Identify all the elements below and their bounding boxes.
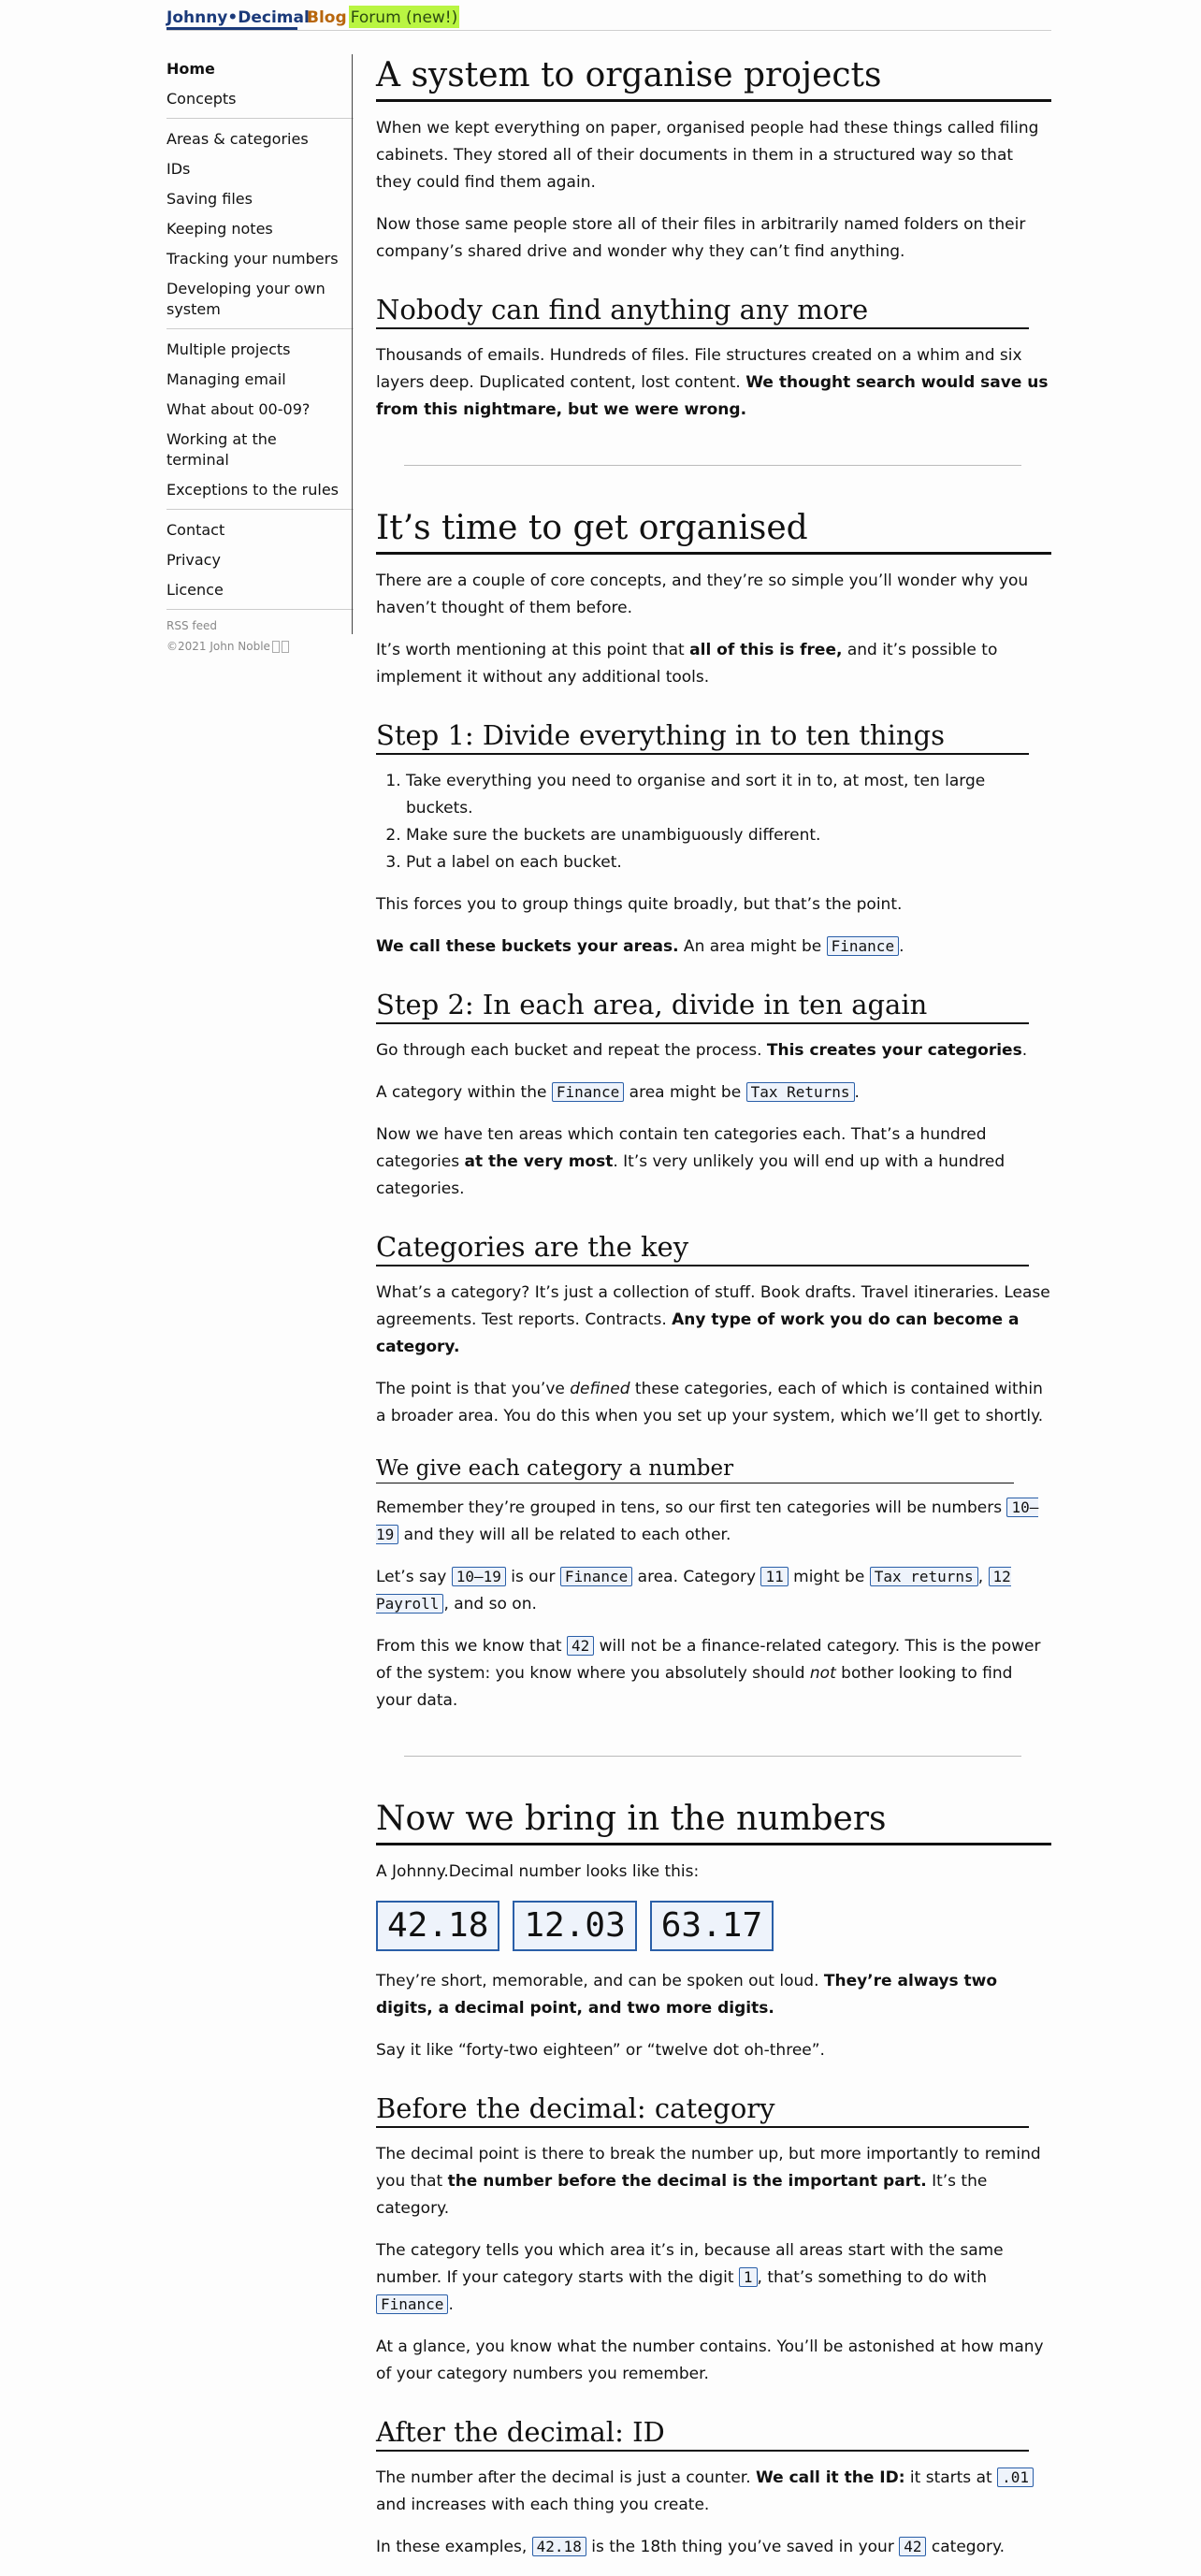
- example-number: 42.18: [376, 1901, 499, 1951]
- paragraph: A category within the Finance area might be Tax Returns .: [376, 1083, 860, 1102]
- nav-forum-link[interactable]: Forum (new!): [349, 6, 459, 28]
- section-title: Now we bring in the numbers: [376, 1798, 1051, 1845]
- sidebar-item-saving-files[interactable]: Saving files: [166, 190, 253, 208]
- glyph-box-icon: [272, 641, 280, 653]
- sidebar-item-developing-system[interactable]: Developing your own system: [166, 280, 326, 318]
- sidebar-group: [166, 54, 354, 119]
- section-title: It’s time to get organised: [376, 507, 1051, 555]
- paragraph: The number after the decimal is just a counter. We call it the ID: it starts at .01 and increases with each thing you create.: [376, 2465, 1051, 2519]
- sidebar-item-keeping-notes[interactable]: Keeping notes: [166, 220, 273, 238]
- inline-code: Finance: [827, 936, 899, 956]
- sidebar-divider: [352, 54, 353, 634]
- nav-blog-link[interactable]: Blog: [307, 8, 347, 27]
- paragraph: The category tells you which area it’s in, because all areas start with the same number. If your category starts with the digit 1 , that’s something to do with Finance .: [376, 2241, 1004, 2314]
- inline-code: 42.18: [532, 2537, 586, 2556]
- paragraph: Let’s say 10–19 is our Finance area. Category 11 might be Tax returns , 12 Payroll , and so on.: [376, 1568, 1011, 1614]
- inline-code: Tax Returns: [746, 1082, 855, 1102]
- subsection-title: Nobody can find anything any more: [376, 292, 1029, 329]
- paragraph: Go through each bucket and repeat the process. This creates your categories.: [376, 1041, 1028, 1060]
- paragraph: This forces you to group things quite broadly, but that’s the point.: [376, 895, 903, 914]
- sidebar-item-exceptions[interactable]: Exceptions to the rules: [166, 481, 339, 499]
- subsection-title: Categories are the key: [376, 1229, 1029, 1266]
- paragraph: In these examples, 42.18 is the 18th thing you’ve saved in your 42 category.: [376, 2538, 1005, 2556]
- inline-code: 1: [739, 2267, 758, 2287]
- paragraph: The decimal point is there to break the number up, but more importantly to remind you that the number before the decimal is the important part. It’s the category.: [376, 2145, 1041, 2218]
- paragraph: When we kept everything on paper, organised people had these things called filing cabinets. They stored all of their documents in them in a structured way so that they could find them again.: [376, 119, 1039, 192]
- list-item: 2. Make sure the buckets are unambiguously different.: [406, 822, 1051, 849]
- sidebar-group: [166, 124, 354, 329]
- paragraph: Now we have ten areas which contain ten categories each. That’s a hundred categories at the very most. It’s very unlikely you will end up with a hundred categories.: [376, 1125, 1006, 1198]
- sidebar-item-tracking-numbers[interactable]: Tracking your numbers: [166, 250, 339, 268]
- rss-feed-link[interactable]: RSS feed: [166, 619, 217, 632]
- sidebar-item-terminal[interactable]: Working at the terminal: [166, 430, 277, 469]
- inline-code: 12 Payroll: [376, 1568, 1011, 1613]
- inline-code: 11: [760, 1567, 788, 1586]
- sidebar-item-home[interactable]: Home: [166, 60, 215, 78]
- nav-home-link[interactable]: Johnny•Decimal: [166, 6, 297, 30]
- step-list: [376, 768, 1051, 876]
- example-number: 63.17: [650, 1901, 774, 1951]
- example-numbers: [376, 1901, 1051, 1951]
- sidebar-group: [166, 335, 354, 510]
- subsubsection-title: We give each category a number: [376, 1454, 1014, 1483]
- sidebar: [166, 54, 354, 657]
- paragraph: A Johnny.Decimal number looks like this:: [376, 1862, 700, 1881]
- sidebar-item-00-09[interactable]: What about 00-09?: [166, 400, 311, 418]
- subsection-title: After the decimal: ID: [376, 2414, 1029, 2452]
- paragraph: What’s a category? It’s just a collection of stuff. Book drafts. Travel itineraries. Lease agreements. Test reports. Contracts. Any type of work you do can become a category.: [376, 1283, 1050, 1356]
- top-nav: [166, 6, 1051, 31]
- glyph-box-icon: [282, 641, 289, 653]
- inline-code: .01: [997, 2467, 1034, 2487]
- list-item: 3. Put a label on each bucket.: [406, 849, 1051, 876]
- inline-code: Tax returns: [870, 1567, 978, 1586]
- sidebar-item-areas-categories[interactable]: Areas & categories: [166, 130, 309, 148]
- inline-code: Finance: [560, 1567, 632, 1586]
- sidebar-item-contact[interactable]: Contact: [166, 521, 225, 539]
- section-separator: [404, 465, 1021, 466]
- inline-code: Finance: [376, 2294, 448, 2314]
- sidebar-item-licence[interactable]: Licence: [166, 581, 224, 599]
- sidebar-group: [166, 515, 354, 610]
- sidebar-item-ids[interactable]: IDs: [166, 160, 191, 178]
- sidebar-item-privacy[interactable]: Privacy: [166, 551, 221, 569]
- inline-code: 42: [567, 1636, 594, 1656]
- copyright-text: ©2021 John Noble: [166, 640, 270, 653]
- paragraph: There are a couple of core concepts, and they’re so simple you’ll wonder why you haven’t thought of them before.: [376, 572, 1029, 617]
- paragraph: Say it like “forty-two eighteen” or “twelve dot oh-three”.: [376, 2041, 825, 2060]
- paragraph: They’re short, memorable, and can be spoken out loud. They’re always two digits, a decimal point, and two more digits.: [376, 1972, 998, 2018]
- inline-code: Finance: [552, 1082, 624, 1102]
- paragraph: Remember they’re grouped in tens, so our first ten categories will be numbers 10–19 and they will all be related to each other.: [376, 1498, 1039, 1544]
- paragraph: It’s worth mentioning at this point that all of this is free, and it’s possible to implement it without any additional tools.: [376, 641, 998, 687]
- paragraph: From this we know that 42 will not be a finance-related category. This is the power of the system: you know where you absolutely should not bother looking to find your data.: [376, 1637, 1041, 1710]
- paragraph: The point is that you’ve defined these categories, each of which is contained within a broader area. You do this when you set up your system, which we’ll get to shortly.: [376, 1380, 1044, 1425]
- section-title: A system to organise projects: [376, 54, 1051, 102]
- subsection-title: Step 1: Divide everything in to ten things: [376, 717, 1029, 755]
- inline-code: 42: [899, 2537, 926, 2556]
- main-content: [376, 54, 1051, 2576]
- inline-code: 10–19: [452, 1567, 506, 1586]
- sidebar-item-managing-email[interactable]: Managing email: [166, 370, 286, 388]
- sidebar-item-multiple-projects[interactable]: Multiple projects: [166, 340, 291, 358]
- subsection-title: Step 2: In each area, divide in ten again: [376, 987, 1029, 1024]
- sidebar-item-concepts[interactable]: Concepts: [166, 90, 237, 108]
- paragraph: Thousands of emails. Hundreds of files. File structures created on a whim and six layers deep. Duplicated content, lost content. We thought search would save us from this nightmare, but we were wrong.: [376, 346, 1049, 419]
- paragraph: We call these buckets your areas. An area might be Finance .: [376, 937, 904, 956]
- list-item: 1. Take everything you need to organise and sort it in to, at most, ten large buckets.: [406, 768, 1051, 822]
- section-separator: [404, 1756, 1021, 1757]
- paragraph: At a glance, you know what the number contains. You’ll be astonished at how many of your category numbers you remember.: [376, 2337, 1044, 2383]
- paragraph: Now those same people store all of their files in arbitrarily named folders on their company’s shared drive and wonder why they can’t find anything.: [376, 215, 1026, 261]
- example-number: 12.03: [513, 1901, 636, 1951]
- inline-code: 10–19: [376, 1498, 1039, 1543]
- sidebar-footer: [166, 615, 354, 657]
- subsection-title: Before the decimal: category: [376, 2091, 1029, 2128]
